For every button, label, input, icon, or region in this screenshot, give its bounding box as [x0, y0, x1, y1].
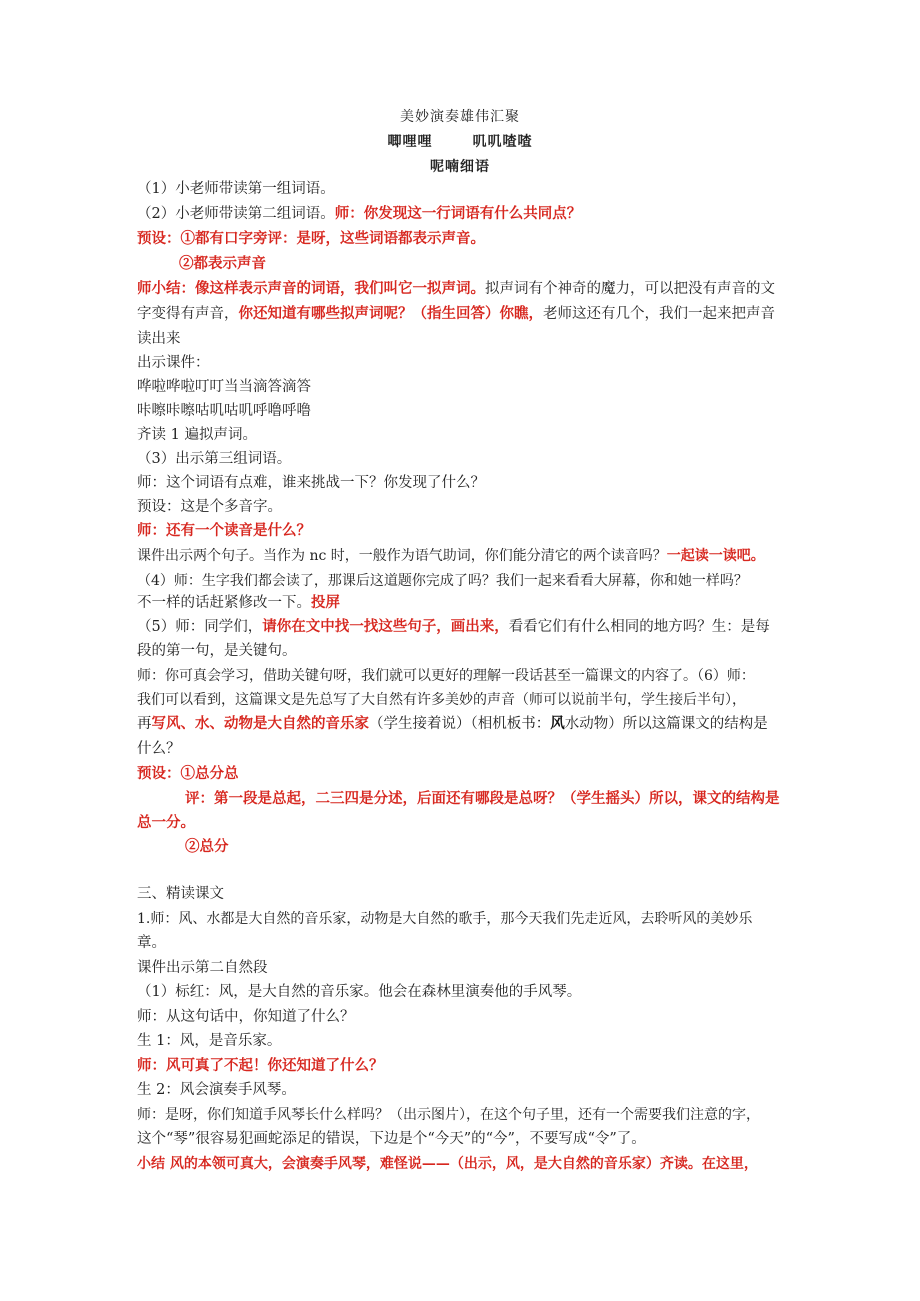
- text-line: [137, 617, 787, 637]
- text-line: 师：还有一个读音是什么？: [137, 522, 311, 539]
- text-line: 评：第一段是总起，二三四是分述，后面还有哪段是总呀？（学生摇头）所以，课文的结构是: [185, 790, 780, 807]
- heading-line-3: 呢喃细语: [430, 159, 490, 175]
- text-line: 师：从这句话中，你知道了什么？: [137, 1009, 355, 1025]
- text-line: 小结 风的本领可真大，会演奏手风琴，难怪说——（出示，风，是大自然的音乐家）齐读。在这里，: [137, 1156, 758, 1172]
- text-span: 水动物）所以这篇课文的结构是: [564, 716, 768, 732]
- text-line: [137, 304, 787, 324]
- highlight-span: 一起读一读吧。: [666, 548, 765, 564]
- text-span: 预设：①都有口字旁: [137, 230, 268, 247]
- heading-line-2: [0, 131, 920, 151]
- text-span: 拟声词有个神奇的魔力，可以把没有声音的文: [485, 281, 775, 297]
- text-line: ②都表示声音: [179, 255, 266, 272]
- text-line: 课件出示第二自然段: [137, 960, 268, 976]
- heading-line-1: 美妙演奏雄伟汇聚: [400, 109, 520, 125]
- text-line: 段的第一句，是关键句。: [137, 643, 297, 659]
- text-line: 师：风可真了不起！你还知道了什么？: [137, 1057, 384, 1074]
- text-line: 出示课件：: [137, 355, 210, 371]
- heading-word-1: 唧哩哩: [387, 134, 433, 150]
- text-line: 1.师：风、水都是大自然的音乐家，动物是大自然的歌手，那今天我们先走近风，去聆听风的美妙乐: [137, 911, 753, 927]
- text-line: 生 2：风会演奏手风琴。: [137, 1082, 296, 1098]
- text-line: 生 1：风，是音乐家。: [137, 1033, 282, 1049]
- text-line: 读出来: [137, 331, 181, 347]
- text-line: （3）出示第三组词语。: [137, 451, 292, 467]
- text-line: 预设：①总分总: [137, 765, 239, 782]
- text-line: [137, 204, 787, 224]
- text-line: 章。: [137, 935, 166, 951]
- highlight-span: 师：你发现这一行词语有什么共同点？: [334, 205, 582, 222]
- text-line: （1）标红：风，是大自然的音乐家。他会在森林里演奏他的手风琴。: [137, 984, 582, 1000]
- text-span: （2）小老师带读第二组词语。: [137, 206, 335, 222]
- text-span: 不一样的话赶紧修改一下。: [137, 595, 311, 611]
- text-line: 我们可以看到，这篇课文是先总写了大自然有许多美妙的声音（师可以说前半句，学生接后半句），: [137, 692, 746, 708]
- text-span: 看看它们有什么相同的地方吗？生：是每: [508, 619, 770, 635]
- text-line: ②总分: [185, 838, 229, 855]
- text-line: 总一分。: [137, 814, 195, 831]
- text-line: [137, 593, 787, 613]
- text-span: 评：是呀，这些词语都表示声音。: [267, 230, 485, 247]
- text-line: 什么？: [137, 741, 181, 757]
- text-line: [137, 279, 787, 299]
- heading-word-2: 叽叽喳喳: [472, 134, 533, 150]
- highlight-span: 请你在文中找一找这些句子，画出来，: [262, 618, 509, 635]
- highlight-span: 投屏: [311, 594, 340, 611]
- text-line: （1）小老师带读第一组词语。: [137, 181, 335, 197]
- text-span: 再: [137, 716, 152, 732]
- text-line: 预设：这是个多音字。: [137, 499, 282, 515]
- text-line: [137, 229, 787, 249]
- text-line: 咔嚓咔嚓咕叽咕叽呼噜呼噜: [137, 403, 311, 419]
- text-span: 课件出示两个句子。当作为 nc 时，一般作为语气助词，你们能分清它的两个读音吗？: [137, 548, 667, 564]
- text-line: 师：你可真会学习，借助关键句呀，我们就可以更好的理解一段话甚至一篇课文的内容了。（6）师：: [137, 668, 755, 684]
- bold-span: 风: [550, 715, 565, 732]
- text-line: [137, 546, 787, 566]
- highlight-span: 你还知道有哪些拟声词呢？（指生回答）你瞧，: [238, 305, 543, 322]
- text-line: 师：是呀，你们知道手风琴长什么样吗？（出示图片），在这个句子里，还有一个需要我们注意的字，: [137, 1107, 760, 1123]
- highlight-span: 师小结：像这样表示声音的词语，我们叫它一拟声词。: [137, 280, 485, 297]
- text-span: 老师这还有几个，我们一起来把声音: [543, 306, 775, 322]
- text-span: 字变得有声音，: [137, 306, 239, 322]
- text-line: [137, 714, 787, 734]
- text-line: 齐读 1 遍拟声词。: [137, 427, 257, 443]
- text-line: 哗啦哗啦叮叮当当滴答滴答: [137, 379, 311, 395]
- highlight-span: 写风、水、动物是大自然的音乐家: [151, 715, 369, 732]
- text-span: （5）师：同学们，: [137, 619, 263, 635]
- text-line: 这个“琴”很容易犯画蛇添足的错误，下边是个“今天”的“今”，不要写成“令”了。: [137, 1131, 646, 1147]
- text-line: 师：这个词语有点难，谁来挑战一下？你发现了什么？: [137, 475, 485, 491]
- text-span: （学生接着说）（相机板书：: [369, 716, 551, 732]
- text-line: （4）师：生字我们都会读了，那课后这道题你完成了吗？我们一起来看看大屏幕，你和她一样吗？: [137, 573, 748, 589]
- section-heading: 三、精读课文: [137, 886, 224, 902]
